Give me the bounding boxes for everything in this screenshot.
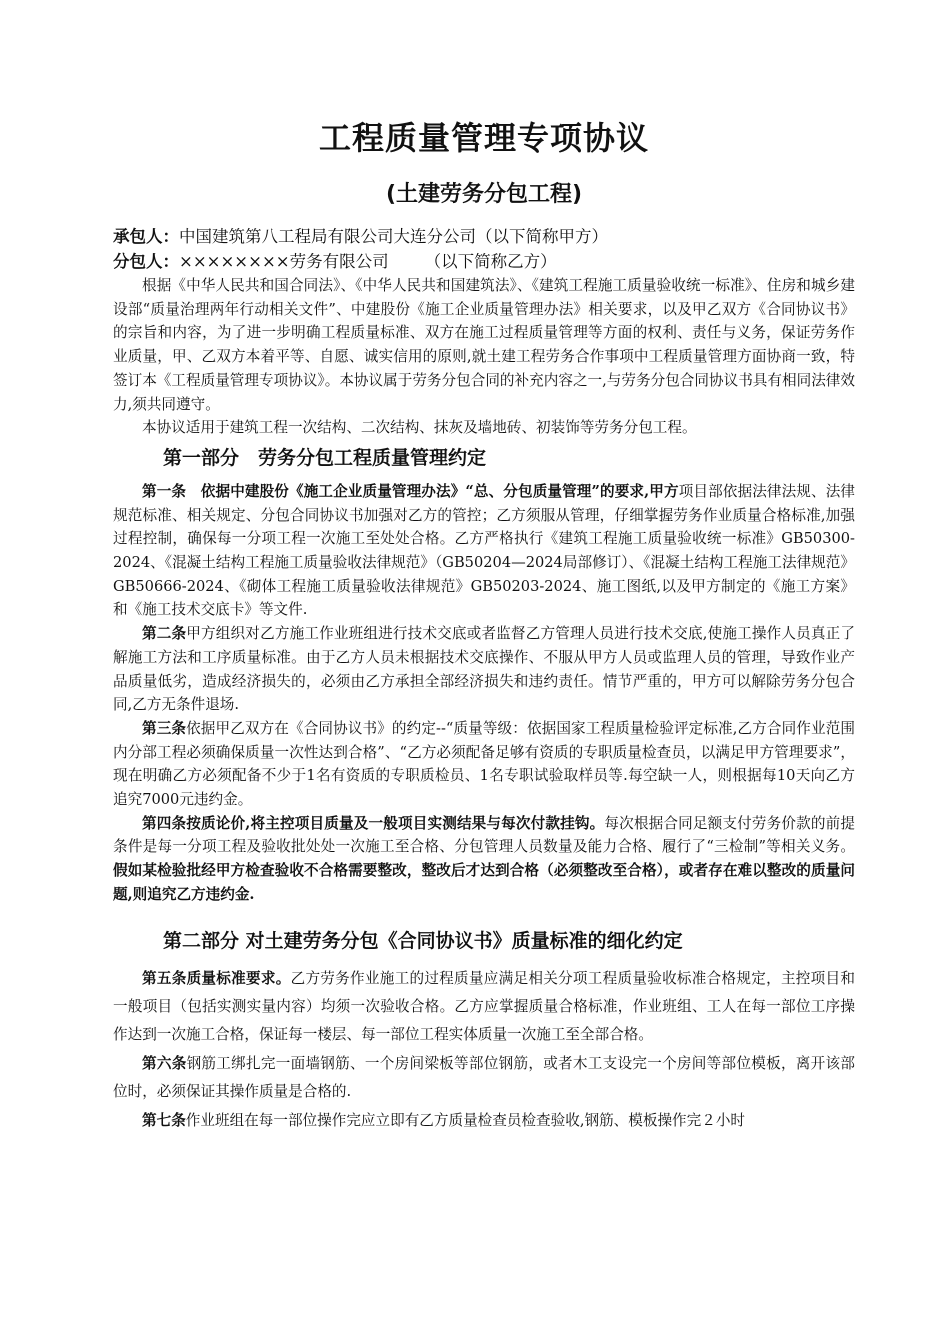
article-2-lead: 第二条 xyxy=(142,625,187,643)
article-4 xyxy=(113,812,855,907)
article-6 xyxy=(113,1050,855,1107)
article-5 xyxy=(113,965,855,1050)
contractor-line xyxy=(113,224,855,249)
article-4-text: 每次根据合同足额支付劳务价款的前提条件是每一分项工程及验收批处处一次施工至合格、分包管理人员数量及能力合格、履行了“三检制”等相关义务。 xyxy=(113,814,855,856)
article-3-text: 依据甲乙双方在《合同协议书》的约定--“质量等级：依据国家工程质量检验评定标准,乙方合同作业范围内分部工程必须确保质量一次性达到合格”、“乙方必须配备足够有资质的专职质量检查员，以满足甲方管理要求”，现在明确乙方必须配备不少于1名有资质的专职质检员、1名专职试验取样员等.每空缺一人，则根据每10天向乙方追究7000元违约金。 xyxy=(113,719,855,809)
article-5-text: 乙方劳务作业施工的过程质量应满足相关分项工程质量验收标准合格规定，主控项目和一般项目（包括实测实量内容）均须一次验收合格。乙方应掌握质量合格标准，作业班组、工人在每一部位工序操作达到一次施工合格，保证每一楼层、每一部位工程实体质量一次施工至全部合格。 xyxy=(113,969,855,1044)
article-7 xyxy=(113,1107,855,1135)
article-2 xyxy=(113,622,855,717)
document-subtitle: (土建劳务分包工程) xyxy=(385,182,583,207)
article-1-text: 项目部依据法律法规、法律规范标准、相关规定、分包合同协议书加强对乙方的管控；乙方须服从管理，仔细掌握劳务作业质量合格标准,加强过程控制，确保每一分项工程一次施工至处处合格。乙方严格执行《建筑工程施工质量验收统一标准》GB50300-2024、《混凝土结构工程施工质量验收法律规范》（GB50204—2024局部修订）、《混凝土结构工程施工法律规范》GB50666-2024、《砌体工程施工质量验收法律规范》GB50203-2024、施工图纸,以及甲方制定的《施工方案》和《施工技术交底卡》等文件. xyxy=(113,482,855,619)
subcontractor-line xyxy=(113,249,855,274)
document-page xyxy=(113,118,855,1135)
contractor-value: 中国建筑第八工程局有限公司大连分公司（以下简称甲方） xyxy=(179,227,608,246)
article-7-text: 作业班组在每一部位操作完应立即有乙方质量检查员检查验收,钢筋、模板操作完２小时 xyxy=(185,1111,746,1129)
subcontractor-label: 分包人： xyxy=(113,252,179,271)
article-3-lead: 第三条 xyxy=(142,719,187,737)
article-1 xyxy=(113,480,855,622)
article-7-lead: 第七条 xyxy=(142,1111,186,1129)
article-1-lead: 第一条 依据中建股份《施工企业质量管理办法》“总、分包质量管理”的要求,甲方 xyxy=(142,482,679,500)
document-title: 工程质量管理专项协议 xyxy=(318,119,649,157)
article-5-lead: 第五条质量标准要求。 xyxy=(142,969,291,987)
intro-paragraph: 根据《中华人民共和国合同法》、《中华人民共和国建筑法》、《建筑工程施工质量验收统一标准》、住房和城乡建设部“质量治理两年行动相关文件”、中建股份《施工企业质量管理办法》相关要求，以及甲乙双方《合同协议书》的宗旨和内容，为了进一步明确工程质量标准、双方在施工过程质量管理等方面的权利、责任与义务，保证劳务作业质量，甲、乙双方本着平等、自愿、诚实信用的原则,就土建工程劳务合作事项中工程质量管理方面协商一致，特签订本《工程质量管理专项协议》。本协议属于劳务分包合同的补充内容之一,与劳务分包合同协议书具有相同法律效力,须共同遵守。 xyxy=(113,277,855,413)
article-4-lead: 第四条按质论价,将主控项目质量及一般项目实测结果与每次付款挂钩。 xyxy=(142,814,605,832)
article-6-lead: 第六条 xyxy=(142,1054,187,1072)
subcontractor-value: ××××××××劳务有限公司 xyxy=(179,252,389,271)
subcontractor-note: （以下简称乙方） xyxy=(424,252,557,271)
article-3 xyxy=(113,717,855,812)
article-6-text: 钢筋工绑扎完一面墙钢筋、一个房间梁板等部位钢筋，或者木工支设完一个房间等部位模板，离开该部位时，必须保证其操作质量是合格的. xyxy=(113,1054,855,1101)
part1-heading: 第一部分 劳务分包工程质量管理约定 xyxy=(163,446,487,469)
scope-paragraph: 本协议适用于建筑工程一次结构、二次结构、抹灰及墙地砖、初装饰等劳务分包工程。 xyxy=(142,419,697,437)
article-4-penalty: 假如某检验批经甲方检查验收不合格需要整改，整改后才达到合格（必须整改至合格），或者存在难以整改的质量问题,则追究乙方违约金. xyxy=(113,862,855,903)
contractor-label: 承包人： xyxy=(113,227,179,246)
part2-heading: 第二部分 对土建劳务分包《合同协议书》质量标准的细化约定 xyxy=(163,929,683,952)
article-2-text: 甲方组织对乙方施工作业班组进行技术交底或者监督乙方管理人员进行技术交底,使施工操作人员真正了解施工方法和工序质量标准。由于乙方人员未根据技术交底操作、不服从甲方人员或监理人员的管理，导致作业产品质量低劣，造成经济损失的，必须由乙方承担全部经济损失和违约责任。情节严重的，甲方可以解除劳务分包合同,乙方无条件退场. xyxy=(113,625,855,714)
